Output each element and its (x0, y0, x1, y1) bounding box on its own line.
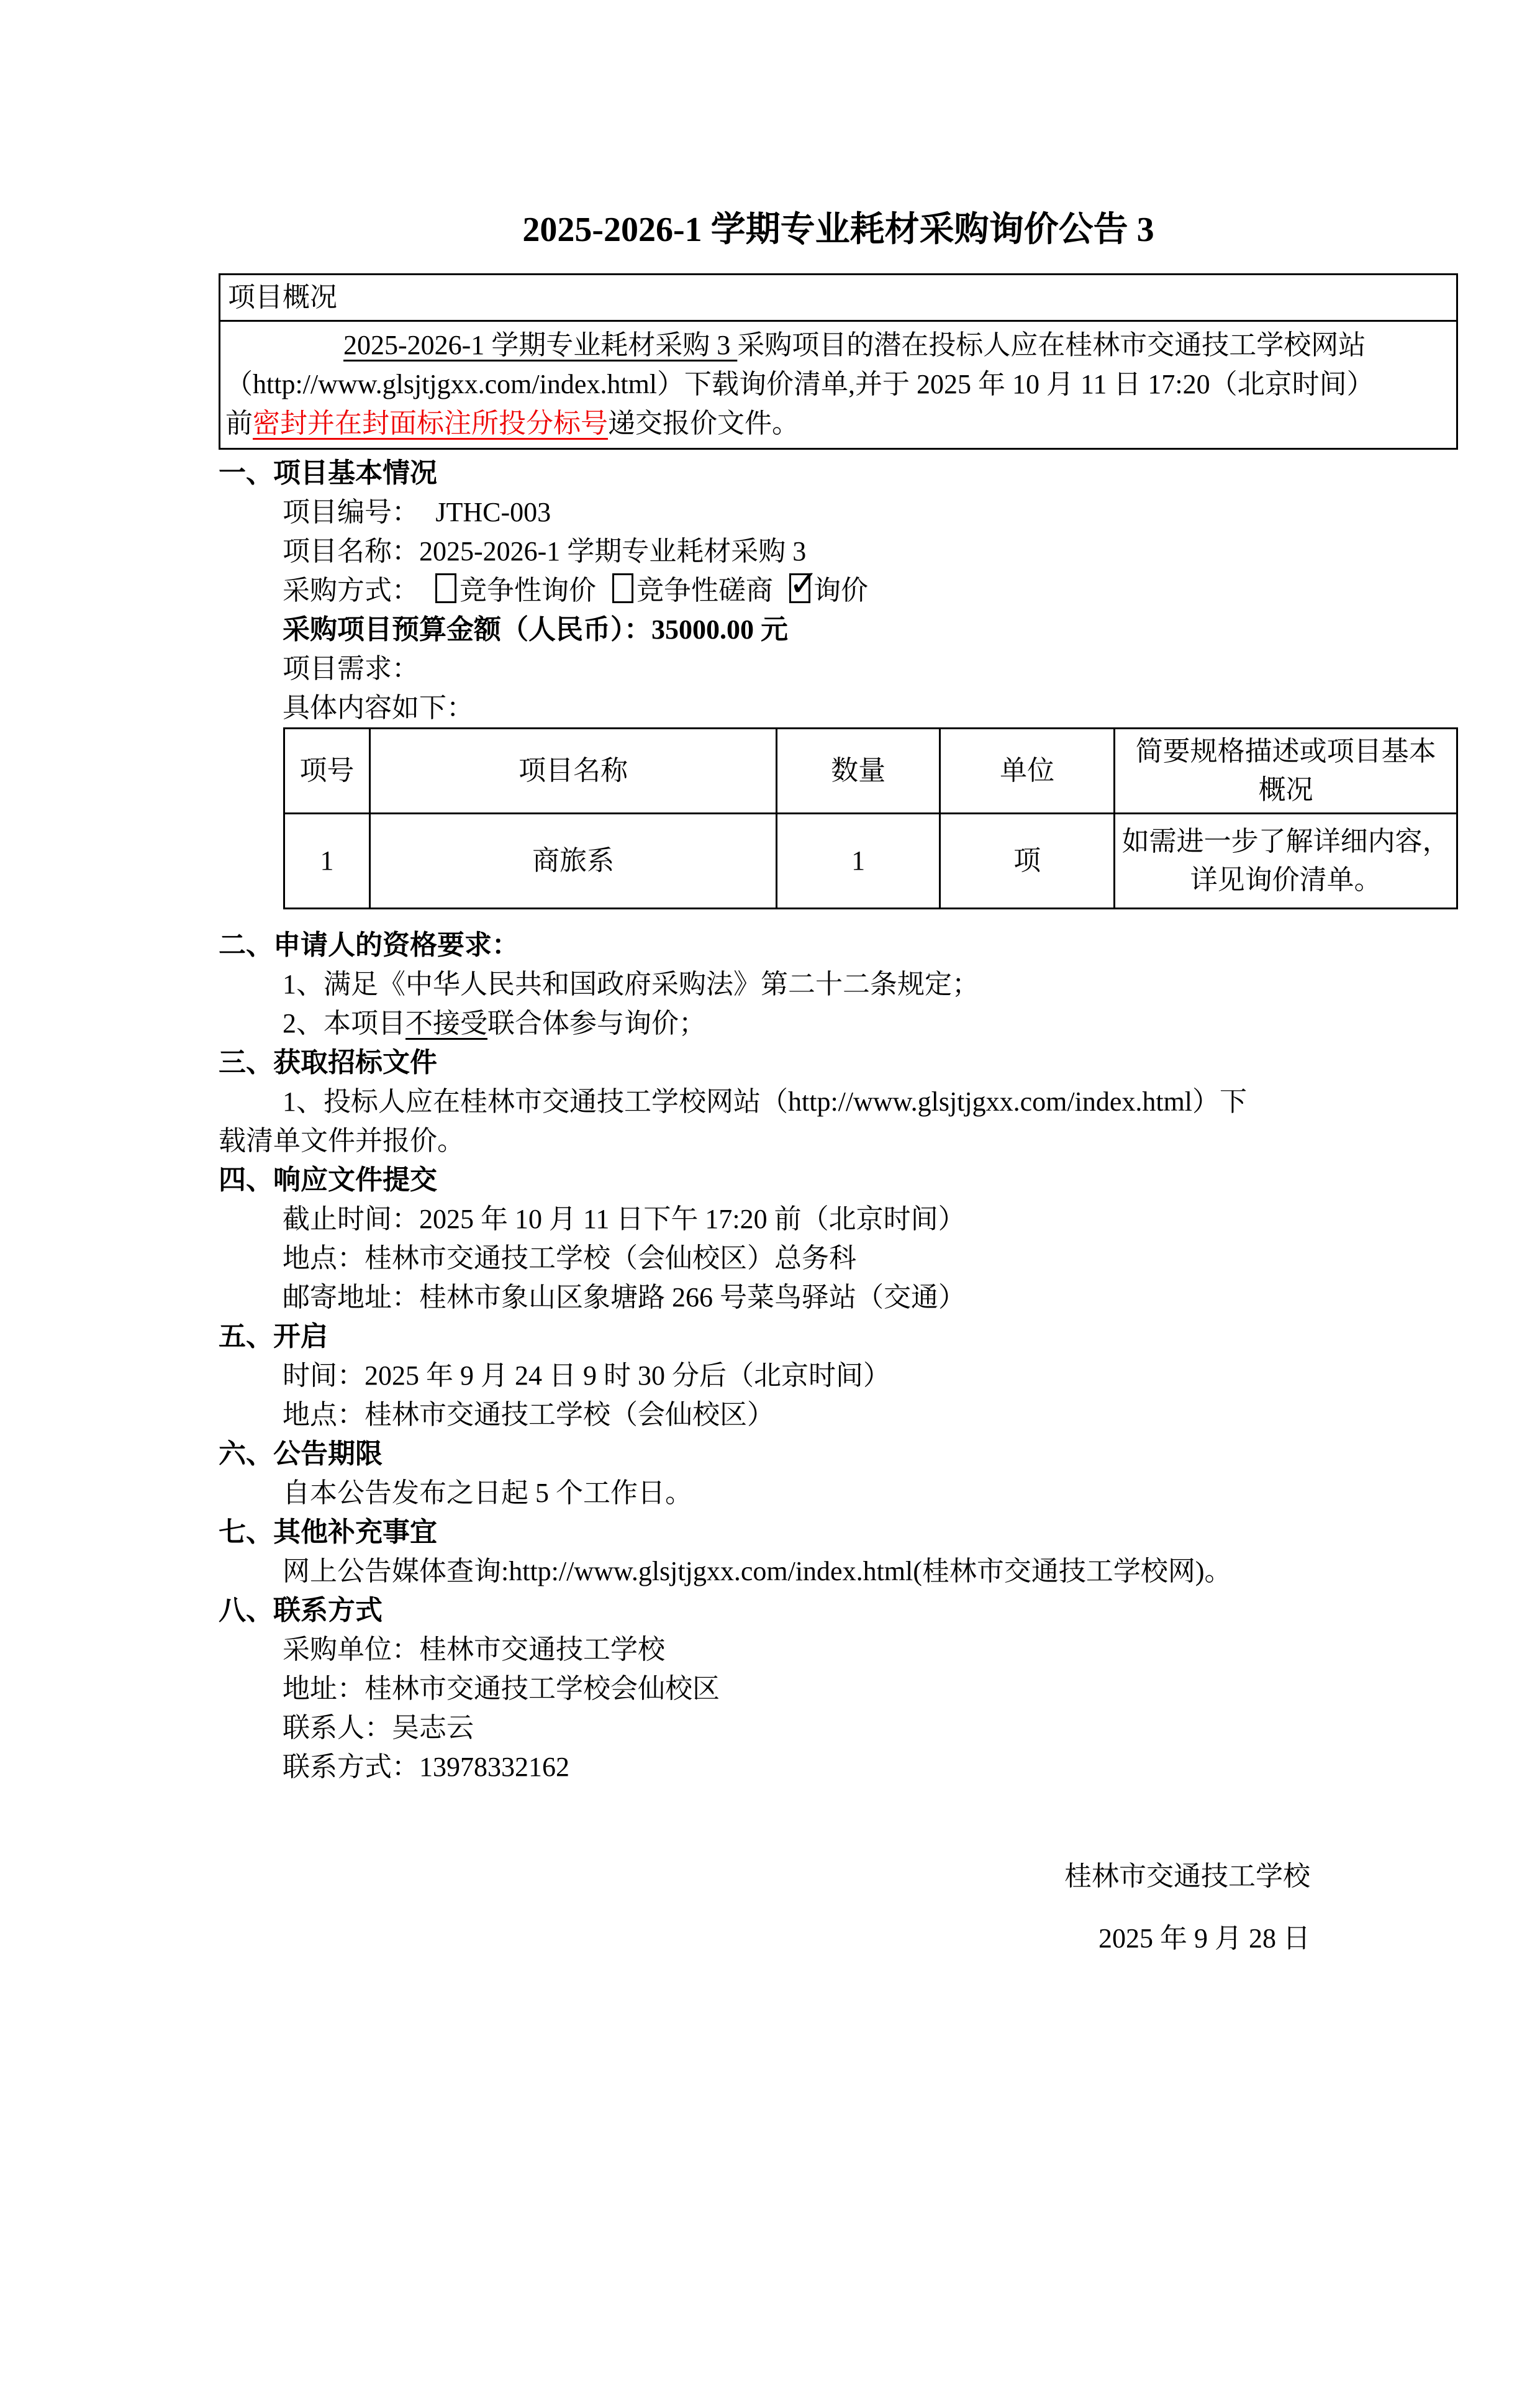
contact-person-row (219, 1708, 1458, 1747)
section-5-heading: 五、开启 (219, 1321, 328, 1352)
qualification-item-2 (219, 1004, 1458, 1043)
method-option-inquiry-selected (789, 562, 868, 606)
checkbox-checked-icon: ✓ (789, 562, 819, 604)
cell-spec-line2: 详见询价清单。 (1190, 865, 1382, 895)
mail-address-label: 邮寄地址： (283, 1282, 419, 1313)
obtain-docs-line-2: 载清单文件并报价。 (219, 1126, 464, 1156)
project-number-value: JTHC-003 (435, 497, 551, 527)
unit-address-value: 桂林市交通技工学校会仙校区 (365, 1673, 720, 1704)
overview-box-header: 项目概况 (220, 275, 1456, 322)
purchase-unit-label: 采购单位： (283, 1634, 419, 1665)
overview-line-3 (225, 404, 1450, 443)
mail-address-value: 桂林市象山区象塘路 266 号菜鸟驿站（交通） (419, 1282, 966, 1313)
overview-line-1 (225, 325, 1450, 365)
checkbox-unchecked-icon (435, 573, 456, 603)
submit-place-value: 桂林市交通技工学校（会仙校区）总务科 (365, 1243, 856, 1273)
opening-place-row (219, 1395, 1458, 1434)
submit-place-row (219, 1239, 1458, 1278)
purchase-unit-value: 桂林市交通技工学校 (419, 1634, 665, 1665)
contact-person-label: 联系人： (283, 1713, 392, 1743)
cell-quantity: 1 (777, 814, 940, 909)
cell-unit: 项 (940, 814, 1114, 909)
opening-time-label: 时间： (283, 1360, 365, 1391)
qualification-item-1: 1、满足《中华人民共和国政府采购法》第二十二条规定； (283, 969, 979, 999)
items-table (283, 727, 1458, 909)
method-option-competitive-inquiry (435, 575, 596, 606)
project-name-row (219, 532, 1458, 571)
col-header-item-no: 项号 (284, 729, 370, 814)
no-consortium-underlined: 不接受 (405, 1008, 487, 1039)
project-number-label: 项目编号： (283, 497, 419, 527)
method-option-competitive-negotiation (612, 575, 773, 606)
cell-spec (1115, 814, 1457, 909)
document-page (0, 205, 1540, 2384)
sealing-requirement-highlight: 密封并在封面标注所投分标号 (253, 408, 608, 439)
section-4-heading: 四、响应文件提交 (219, 1165, 437, 1195)
overview-line-3-suffix: 递交报价文件。 (608, 408, 799, 439)
section-8-heading: 八、联系方式 (219, 1595, 383, 1626)
signature-block (219, 1845, 1458, 1970)
section-3-heading: 三、获取招标文件 (219, 1047, 437, 1078)
opening-time-value: 2025 年 9 月 24 日 9 时 30 分后（北京时间） (365, 1360, 890, 1391)
deadline-value: 2025 年 10 月 11 日下午 17:20 前（北京时间） (419, 1204, 966, 1234)
col-header-spec-line1: 简要规格描述或项目基本 (1135, 736, 1436, 767)
opening-place-value: 桂林市交通技工学校（会仙校区） (365, 1399, 774, 1430)
overview-line-2: （http://www.glsjtjgxx.com/index.html）下载询价清单,并于 2025 年 10 月 11 日 17:20（北京时间） (225, 369, 1374, 399)
section-1-heading: 一、项目基本情况 (219, 458, 437, 488)
col-header-quantity: 数量 (777, 729, 940, 814)
method-option-label: 竞争性询价 (460, 575, 596, 606)
cell-item-no: 1 (284, 814, 370, 909)
cell-item-name: 商旅系 (369, 814, 776, 909)
cell-spec-line1: 如需进一步了解详细内容， (1121, 826, 1450, 857)
col-header-spec-line2: 概况 (1258, 775, 1313, 805)
signature-org: 桂林市交通技工学校 (1064, 1861, 1310, 1891)
project-title-underlined: 2025-2026-1 学期专业耗材采购 3 (343, 330, 738, 360)
col-header-item-name: 项目名称 (369, 729, 776, 814)
qualification-item-2-prefix: 2、本项目 (283, 1008, 405, 1039)
overview-box (219, 273, 1458, 450)
deadline-row (219, 1199, 1458, 1239)
section-6-heading: 六、公告期限 (219, 1439, 383, 1469)
submit-place-label: 地点： (283, 1243, 365, 1273)
contact-phone-label: 联系方式： (283, 1752, 419, 1782)
project-name-value: 2025-2026-1 学期专业耗材采购 3 (419, 536, 807, 566)
contact-phone-row (219, 1747, 1458, 1786)
items-table-header-row (284, 729, 1457, 814)
project-number-row (219, 493, 1458, 532)
detail-row: 具体内容如下： (283, 693, 474, 723)
method-option-label: 竞争性磋商 (636, 575, 773, 606)
overview-paragraph (220, 322, 1456, 448)
deadline-label: 截止时间： (283, 1204, 419, 1234)
contact-phone-value: 13978332162 (419, 1752, 569, 1782)
media-query-body: 网上公告媒体查询:http://www.glsjtjgxx.com/index.html(桂林市交通技工学校网)。 (283, 1556, 1232, 1586)
unit-address-row (219, 1669, 1458, 1708)
opening-time-row (219, 1356, 1458, 1395)
budget-row: 采购项目预算金额（人民币）：35000.00 元 (283, 614, 788, 645)
overview-line-3-prefix: 前 (225, 408, 253, 439)
items-table-row (284, 814, 1457, 909)
method-option-label: 询价 (813, 575, 868, 606)
page-title: 2025-2026-1 学期专业耗材采购询价公告 3 (522, 211, 1154, 249)
qualification-item-2-suffix: 联合体参与询价； (487, 1008, 706, 1039)
mail-address-row (219, 1278, 1458, 1317)
announcement-period-body: 自本公告发布之日起 5 个工作日。 (283, 1478, 692, 1508)
overview-line-1-rest: 采购项目的潜在投标人应在桂林市交通技工学校网站 (737, 330, 1366, 360)
obtain-docs-line-1: 1、投标人应在桂林市交通技工学校网站（http://www.glsjtjgxx.com/index.html）下 (283, 1086, 1248, 1117)
section-2-heading: 二、申请人的资格要求： (219, 930, 519, 960)
checkbox-unchecked-icon (612, 573, 633, 603)
col-header-spec (1115, 729, 1457, 814)
purchase-unit-row (219, 1630, 1458, 1669)
col-header-unit: 单位 (940, 729, 1114, 814)
section-7-heading: 七、其他补充事宜 (219, 1517, 437, 1547)
project-name-label: 项目名称： (283, 536, 419, 566)
purchase-method-row (219, 562, 1458, 610)
signature-date: 2025 年 9 月 28 日 (1098, 1923, 1310, 1954)
purchase-method-label: 采购方式： (283, 575, 419, 606)
contact-person-value: 吴志云 (392, 1713, 474, 1743)
unit-address-label: 地址： (283, 1673, 365, 1704)
document-body (219, 453, 1458, 1970)
demand-row: 项目需求： (283, 653, 419, 684)
opening-place-label: 地点： (283, 1399, 365, 1430)
